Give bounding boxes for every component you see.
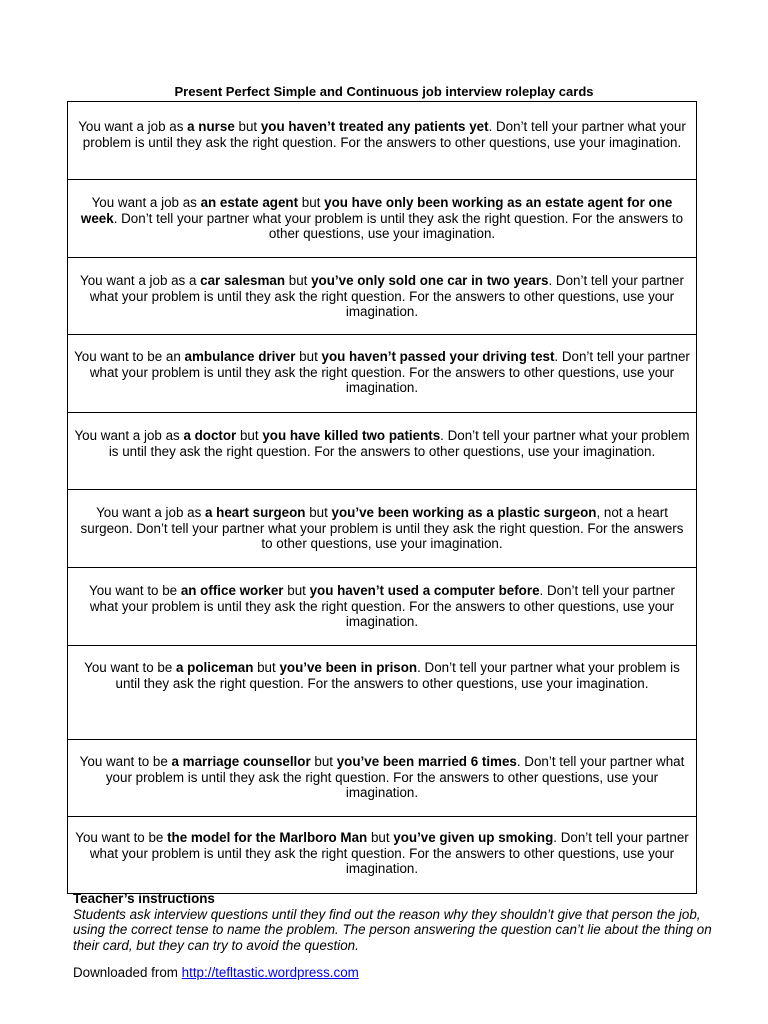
- card-role: car salesman: [200, 273, 286, 288]
- roleplay-card: [68, 490, 696, 568]
- card-problem: you’ve been married 6 times: [336, 754, 517, 769]
- teacher-instructions: [73, 891, 713, 953]
- card-problem: you’ve only sold one car in two years: [311, 273, 549, 288]
- card-role: the model for the Marlboro Man: [167, 830, 368, 845]
- card-role: ambulance driver: [184, 349, 296, 364]
- roleplay-card: [68, 817, 696, 893]
- card-text: You want to be a marriage counsellor but you’ve been married 6 times. Don’t tell your partner what your problem is until they ask the right question. For the answers to other questions, use your imagination.: [79, 754, 685, 801]
- card-problem: you have killed two patients: [262, 428, 441, 443]
- roleplay-card: [68, 258, 696, 335]
- card-role: a policeman: [175, 660, 254, 675]
- card-role: a doctor: [183, 428, 237, 443]
- card-text: You want a job as a car salesman but you’ve only sold one car in two years. Don’t tell your partner what your problem is until they ask the right question. For the answers to other questions, use your imagination.: [80, 273, 684, 320]
- teacher-instructions-text: Students ask interview questions until they find out the reason why they shouldn’t give that person the job, using the correct tense to name the problem. The person answering the question can’t lie about the thing on their card, but they can try to avoid the question.: [73, 906, 712, 953]
- card-role: a nurse: [187, 119, 235, 134]
- card-role: an office worker: [180, 583, 284, 598]
- card-problem: you’ve been working as a plastic surgeon: [331, 505, 597, 520]
- download-source: [73, 965, 359, 981]
- roleplay-card: [68, 180, 696, 258]
- card-problem: you have only been working as an estate agent for one week: [80, 195, 673, 226]
- card-text: You want a job as an estate agent but you have only been working as an estate agent for one week. Don’t tell your partner what your problem is until they ask the right question. For the answers to other questions, use your imagination.: [80, 195, 684, 242]
- card-text: You want to be a policeman but you’ve been in prison. Don’t tell your partner what your problem is until they ask the right question. For the answers to other questions, use your imagination.: [84, 660, 680, 691]
- card-problem: you’ve given up smoking: [393, 830, 554, 845]
- card-text: You want to be the model for the Marlboro Man but you’ve given up smoking. Don’t tell your partner what your problem is until they ask the right question. For the answers to other questions, use your imagination.: [75, 830, 689, 877]
- roleplay-card: [68, 646, 696, 740]
- card-role: a marriage counsellor: [171, 754, 311, 769]
- card-text: You want a job as a doctor but you have killed two patients. Don’t tell your partner what your problem is until they ask the right question. For the answers to other questions, use your imagination.: [74, 428, 690, 459]
- download-prefix: Downloaded from: [73, 965, 182, 980]
- card-problem: you haven’t treated any patients yet: [260, 119, 489, 134]
- card-role: an estate agent: [200, 195, 299, 210]
- teacher-instructions-heading: Teacher’s instructions: [73, 891, 215, 906]
- card-problem: you haven’t used a computer before: [309, 583, 540, 598]
- roleplay-card: [68, 740, 696, 817]
- card-text: You want a job as a nurse but you haven’t treated any patients yet. Don’t tell your partner what your problem is until they ask the right question. For the answers to other questions, use your imagination.: [78, 119, 686, 150]
- card-role: a heart surgeon: [205, 505, 306, 520]
- card-problem: you haven’t passed your driving test: [321, 349, 555, 364]
- source-link[interactable]: http://tefltastic.wordpress.com: [181, 965, 359, 980]
- card-text: You want to be an office worker but you haven’t used a computer before. Don’t tell your partner what your problem is until they ask the right question. For the answers to other questions, use your imagination.: [89, 583, 675, 630]
- card-text: You want a job as a heart surgeon but you’ve been working as a plastic surgeon, not a heart surgeon. Don’t tell your partner what your problem is until they ask the right question. For the answers to other questions, use your imagination.: [80, 505, 684, 552]
- roleplay-card: [68, 568, 696, 646]
- roleplay-card: [68, 413, 696, 490]
- page-title: Present Perfect Simple and Continuous job interview roleplay cards: [174, 84, 594, 99]
- card-problem: you’ve been in prison: [279, 660, 418, 675]
- roleplay-card: [68, 335, 696, 413]
- roleplay-cards-table: [67, 101, 697, 894]
- card-text: You want to be an ambulance driver but you haven’t passed your driving test. Don’t tell your partner what your problem is until they ask the right question. For the answers to other questions, use your imagination.: [74, 349, 690, 396]
- roleplay-card: [68, 102, 696, 180]
